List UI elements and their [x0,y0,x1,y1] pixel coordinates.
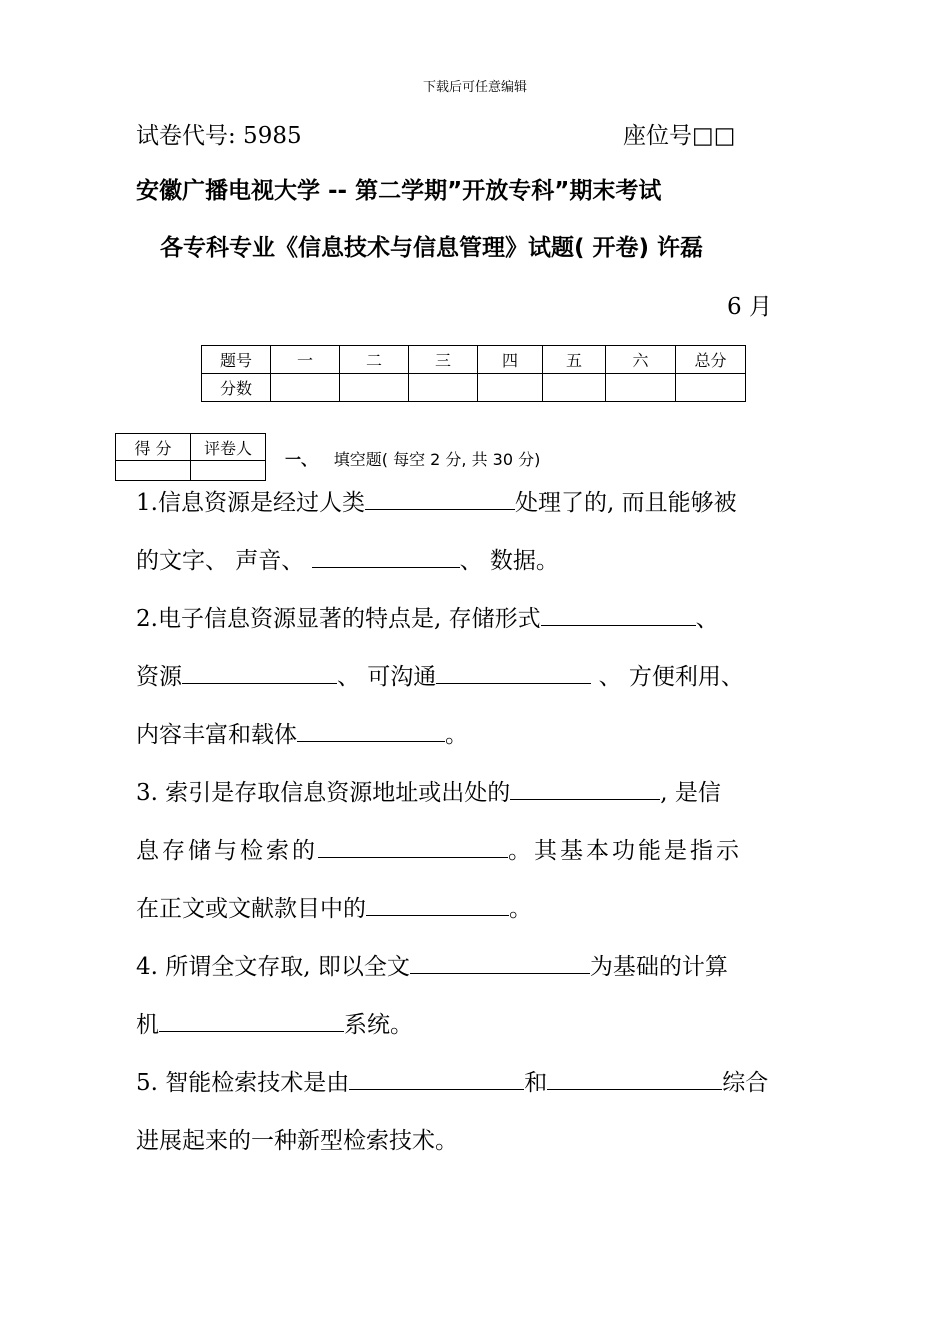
question-text: 2.电子信息资源显著的特点是, 存储形式 [136,606,541,632]
question-text: 内容丰富和载体 [136,722,297,748]
question-text: 进展起来的一种新型检索技术。 [136,1128,458,1154]
question-text: 综合 [722,1070,769,1096]
exam-title: 安徽广播电视大学 -- 第二学期”开放专科”期末考试 [136,178,662,204]
answer-blank [436,659,591,684]
exam-month: 6 月 [727,294,772,320]
page-header: 下载后可任意编辑 [422,80,527,95]
question-text: 为基础的计算 [589,954,728,980]
score-cell [409,374,478,402]
grader-label: 评卷人 [191,434,266,461]
answer-blank [297,717,445,742]
question-text: 、 [695,606,719,632]
question-text: 4. 所谓全文存取, 即以全文 [136,954,410,980]
question-text: , 是信 [660,780,721,806]
answer-blank [410,949,590,974]
table-cell: 三 [409,346,478,374]
score-cell [340,374,409,402]
question-3-line-1 [136,774,721,807]
section-number: 一、 [285,450,318,469]
answer-blank [312,543,460,568]
section-title: 填空题( 每空 2 分, 共 30 分) [333,450,541,469]
table-cell: 一 [271,346,340,374]
answer-blank [547,1065,722,1090]
answer-blank [365,485,515,510]
score-table-header-row [202,346,746,374]
question-5-line-1 [136,1064,768,1097]
question-text: 资源 [136,664,182,690]
question-text: 。 [445,722,468,748]
score-cell [676,374,746,402]
question-5-line-2 [136,1122,458,1155]
score-table-score-row [202,374,746,402]
question-text: 5. 智能检索技术是由 [136,1070,350,1096]
question-text: 、 方便利用、 [598,664,744,690]
question-text: 在正文或文献款目中的 [136,896,366,922]
question-text: 。其基本功能是指示 [508,838,742,864]
score-cell [606,374,676,402]
question-text: 系统。 [344,1012,413,1038]
question-2-line-1 [136,600,719,633]
question-text: 3. 索引是存取信息资源地址或出处的 [136,780,511,806]
exam-code: 试卷代号: 5985 [136,123,302,149]
question-text: 、 可沟通 [337,664,437,690]
table-cell: 五 [543,346,606,374]
table-cell: 总分 [676,346,746,374]
answer-blank [510,775,660,800]
score-cell [478,374,543,402]
question-text: 息存储与检索的 [136,838,318,864]
question-1-line-1 [136,484,737,517]
score-cell [271,374,340,402]
question-text: 和 [524,1070,548,1096]
table-cell: 二 [340,346,409,374]
question-text: 1.信息资源是经过人类 [136,490,365,516]
grader-cell [191,461,266,481]
question-text: 机 [136,1012,159,1038]
question-1-line-2 [136,542,559,575]
score-label: 得 分 [116,434,191,461]
question-2-line-3 [136,716,468,749]
score-table [201,345,746,402]
seat-number-label: 座位号□□ [623,123,736,149]
answer-blank [159,1007,344,1032]
exam-subtitle: 各专科专业《信息技术与信息管理》试题( 开卷) 许磊 [160,235,704,261]
score-cell [543,374,606,402]
question-text: 处理了的, 而且能够被 [514,490,737,516]
score-cell [116,461,191,481]
answer-blank [541,601,696,626]
table-cell: 分数 [202,374,271,402]
answer-blank [349,1065,524,1090]
section-heading [285,447,540,470]
question-4-line-1 [136,948,728,981]
question-3-line-3 [136,890,532,923]
answer-blank [182,659,337,684]
answer-blank [318,833,508,858]
question-text: 。 [509,896,532,922]
question-3-line-2 [136,832,742,865]
table-cell: 六 [606,346,676,374]
table-cell: 题号 [202,346,271,374]
grader-table [115,433,266,481]
question-text: 、 数据。 [459,548,559,574]
table-cell: 四 [478,346,543,374]
answer-blank [366,891,509,916]
question-2-line-2 [136,658,744,691]
question-4-line-2 [136,1006,413,1039]
question-text: 的文字、 声音、 [136,548,305,574]
